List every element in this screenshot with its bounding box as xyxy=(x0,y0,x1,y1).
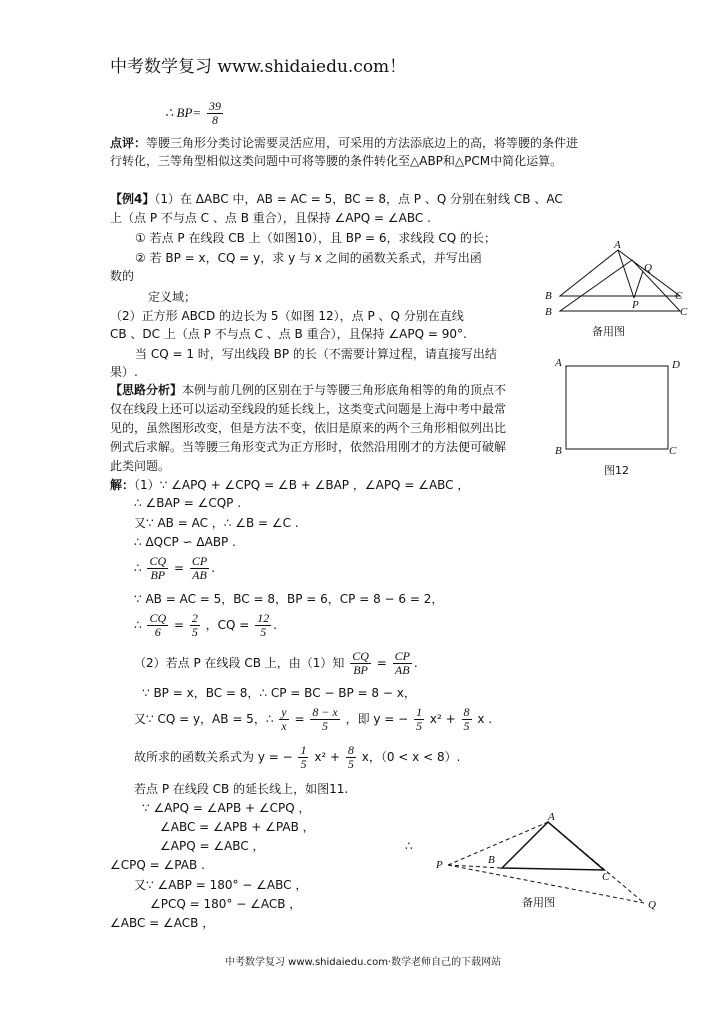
example-line1 xyxy=(110,190,563,208)
s8-f1d: BP xyxy=(353,663,368,677)
solution-line1 xyxy=(110,476,469,494)
s7-f3d: 5 xyxy=(260,625,267,639)
s8-frac1 xyxy=(350,650,371,677)
s5-f1d: BP xyxy=(150,568,166,582)
comment-line2: 行转化，三等角型相似这类问题中可将等腰的条件转化至△ABP和△PCM中简化运算。 xyxy=(110,154,563,168)
s7-mid: ，CQ = xyxy=(205,618,250,632)
solution-s5: ∴ $\frac{CQ}{BP}$ = $\frac{CP}{AB}$ . xyxy=(134,554,215,582)
solution-s17: 又∵ ∠ABP = 180° − ∠ABC ， xyxy=(134,878,308,892)
s5-frac1 xyxy=(147,555,168,582)
example-q1-line2: 上（点 P 不与点 C 、点 B 重合），且保持 ∠APQ = ∠ABC . xyxy=(110,211,431,225)
solution-s3: 又∵ AB = AC ，∴ ∠B = ∠C . xyxy=(134,516,299,530)
solution-s14: ∠ABC = ∠APB + ∠PAB ， xyxy=(160,820,315,834)
example-q2-line1: （2）正方形 ABCD 的边长为 5（如图 12），点 P 、Q 分别在直线 xyxy=(110,309,464,323)
s5-pre: ∴ xyxy=(134,561,142,575)
s10-f2n: 8 − x xyxy=(312,705,338,719)
example-q2-line3: 当 CQ = 1 时，写出线段 BP 的长（不需要计算过程，请直接写出结 xyxy=(135,347,497,361)
fig10-triangle-inner xyxy=(560,260,680,311)
solution-s11 xyxy=(134,744,460,771)
bp-result xyxy=(165,100,225,127)
fig11-line-pa xyxy=(448,822,548,865)
solution-s19: ∠ABC = ∠ACB ， xyxy=(110,916,215,930)
s8-f2n: CP xyxy=(394,649,410,663)
s8-f2d: AB xyxy=(394,663,410,677)
s11-f2d: 5 xyxy=(347,757,354,771)
solution-s16: ∠CPQ = ∠PAB . xyxy=(110,858,205,872)
fig11-label-b: B xyxy=(488,854,495,866)
solution-s1: （1）∵ ∠APQ + ∠CPQ = ∠B + ∠BAP ，∠APQ = ∠ABC ， xyxy=(134,478,470,492)
comment-line1 xyxy=(110,134,578,152)
s10-mid2: x² + xyxy=(429,712,456,726)
s8-f1n: CQ xyxy=(352,649,369,663)
s11-f1n: 1 xyxy=(300,743,307,757)
s10-frac3 xyxy=(414,706,424,733)
solution-s9: ∵ BP = x，BC = 8，∴ CP = BC − BP = 8 − x， xyxy=(142,686,416,700)
fig10-caption: 备用图 xyxy=(592,325,625,338)
comment-label: 点评： xyxy=(110,136,147,150)
s11-frac1 xyxy=(298,744,308,771)
s10-f2d: 5 xyxy=(322,719,329,733)
s7-frac3 xyxy=(255,612,271,639)
example-q2-line2: CB 、DC 上（点 P 不与点 C 、点 B 重合），且保持 ∠APQ = 90°. xyxy=(110,327,467,341)
fig11-label-c: C xyxy=(602,871,610,883)
solution-s7: ∴ $\frac{CQ}{6}$ = $\frac{2}{5}$ ，CQ = $\frac{12}{5}$ . xyxy=(134,611,278,639)
fig12-square xyxy=(566,366,668,449)
s7-f1d: 6 xyxy=(154,625,161,639)
fig10-line-pq xyxy=(634,271,643,298)
fig11-label-q: Q xyxy=(648,899,656,911)
fig10-line-ap xyxy=(618,250,634,298)
fig10-label-c1: C xyxy=(675,290,683,302)
fig10-label-b2: B xyxy=(545,306,552,318)
solution-s2: ∴ ∠BAP = ∠CQP . xyxy=(134,496,242,510)
s10-mid: ，即 y = − xyxy=(345,712,409,726)
s7-f2d: 5 xyxy=(191,625,198,639)
s11-f1d: 5 xyxy=(300,757,307,771)
example-q1-sub1: ① 若点 P 在线段 CB 上（如图10），且 BP = 6，求线段 CQ 的长； xyxy=(135,231,497,245)
s7-pre: ∴ xyxy=(134,618,142,632)
fig12-caption: 图12 xyxy=(604,464,629,477)
example-q2-line4: 果）. xyxy=(110,365,138,379)
fig11-caption: 备用图 xyxy=(522,896,555,909)
s10-f1n: y xyxy=(281,705,287,719)
example-label: 【例4】 xyxy=(110,192,155,206)
fig11-triangle xyxy=(502,822,604,870)
solution-label: 解： xyxy=(110,478,135,492)
s10-f1d: x xyxy=(281,719,287,733)
example-q1-sub2c: 定义域； xyxy=(148,290,197,304)
solution-s15-therefore: ∴ xyxy=(405,839,413,853)
solution-s8: （2）若点 P 在线段 CB 上，由（1）知 $\frac{CQ}{BP}$ = $\frac{CP}{AB}$ . xyxy=(134,649,418,677)
analysis-text1: 本例与前几例的区别在于与等腰三角形底角相等的角的顶点不 xyxy=(182,383,507,397)
fig10-label-a: A xyxy=(614,239,621,251)
fig10-label-p: P xyxy=(632,299,639,311)
s10-f3n: 1 xyxy=(416,705,423,719)
s11-frac2 xyxy=(346,744,356,771)
figure-12 xyxy=(552,356,682,481)
s5-frac2 xyxy=(190,555,209,582)
solution-s4: ∴ ΔQCP ∽ ΔABP . xyxy=(134,535,236,549)
analysis-line1 xyxy=(110,381,506,399)
s10-f3d: 5 xyxy=(416,719,423,733)
solution-s10: 又∵ CQ = y，AB = 5，∴ $\frac{y}{x}$ = $\frac{8 - x}{5}$ ，即 y = − $\frac{1}{5}$ x² + $\frac{8}{5}$ x . xyxy=(134,705,493,733)
solution-s18: ∠PCQ = 180° − ∠ACB ， xyxy=(150,897,302,911)
s7-frac1 xyxy=(147,612,168,639)
s11-mid: x² + xyxy=(314,750,341,764)
solution-s12: 若点 P 在线段 CB 的延长线上，如图11. xyxy=(134,782,349,796)
analysis-line2: 仅在线段上还可以运动至线段的延长线上，这类变式问题是上海中考中最常 xyxy=(110,402,507,416)
s8-pre: （2）若点 P 在线段 CB 上，由（1）知 xyxy=(134,656,345,670)
bp-fraction xyxy=(207,100,223,127)
s10-frac1 xyxy=(279,706,288,733)
s7-frac2 xyxy=(190,612,200,639)
solution-s15: ∠APQ = ∠ABC ， xyxy=(160,839,265,853)
analysis-line5: 此类问题。 xyxy=(110,459,171,473)
fig10-label-b1: B xyxy=(545,290,552,302)
page-footer: 中考数学复习 www.shidaiedu.com·数学老师自己的下载网站 xyxy=(225,957,502,968)
s10-pre: 又∵ CQ = y，AB = 5，∴ xyxy=(134,712,274,726)
analysis-label: 【思路分析】 xyxy=(110,383,183,397)
page-header: 中考数学复习 www.shidaiedu.com！ xyxy=(110,57,407,77)
s7-f1n: CQ xyxy=(149,611,167,625)
fig10-label-q: Q xyxy=(644,262,652,274)
s11-f2n: 8 xyxy=(347,743,354,757)
s10-frac2 xyxy=(310,706,339,733)
bp-den: 8 xyxy=(212,113,219,127)
fig12-label-b: B xyxy=(555,445,562,457)
example-q1-line1: （1）在 ΔABC 中，AB = AC = 5，BC = 8，点 P 、Q 分别在射线 CB 、AC xyxy=(154,192,563,206)
analysis-line4: 例式后求解。当等腰三角形变式为正方形时，依然沿用刚才的方法便可破解 xyxy=(110,440,507,454)
s10-f4n: 8 xyxy=(463,705,470,719)
bp-lhs: ∴ BP= xyxy=(165,105,202,120)
fig11-label-a: A xyxy=(548,811,555,823)
s11-pre: 故所求的函数关系式为 y = − xyxy=(134,750,293,764)
s5-f2n: CP xyxy=(191,554,208,568)
s10-f4d: 5 xyxy=(463,719,470,733)
fig12-label-c: C xyxy=(669,445,677,457)
s5-f2d: AB xyxy=(192,568,207,582)
s10-frac4 xyxy=(462,706,472,733)
solution-s13: ∵ ∠APQ = ∠APB + ∠CPQ ， xyxy=(142,801,311,815)
bp-num: 39 xyxy=(209,99,222,113)
analysis-line3: 见的，虽然图形改变，但是方法不变，依旧是原来的两个三角形相似列出比 xyxy=(110,421,507,435)
example-q1-sub2b: 数的 xyxy=(110,269,135,283)
s7-f3n: 12 xyxy=(257,611,270,625)
s5-f1n: CQ xyxy=(149,554,167,568)
figure-10 xyxy=(540,238,690,348)
fig11-label-p: P xyxy=(436,859,443,871)
fig12-label-a: A xyxy=(555,357,562,369)
s10-end: x . xyxy=(477,712,493,726)
s11-end: x，（0 < x < 8）. xyxy=(361,750,461,764)
example-q1-sub2a: ② 若 BP = x，CQ = y，求 y 与 x 之间的函数关系式，并写出函 xyxy=(135,251,482,265)
fig10-label-c2: C xyxy=(680,306,688,318)
s7-f2n: 2 xyxy=(191,611,198,625)
solution-s6: ∵ AB = AC = 5，BC = 8，BP = 6，CP = 8 − 6 = 2， xyxy=(134,592,444,606)
fig12-label-d: D xyxy=(672,359,680,371)
comment-text1: 等腰三角形分类讨论需要灵活应用，可采用的方法添底边上的高，将等腰的条件进 xyxy=(146,136,579,150)
s8-frac2 xyxy=(393,650,412,677)
figure-11 xyxy=(430,808,670,913)
